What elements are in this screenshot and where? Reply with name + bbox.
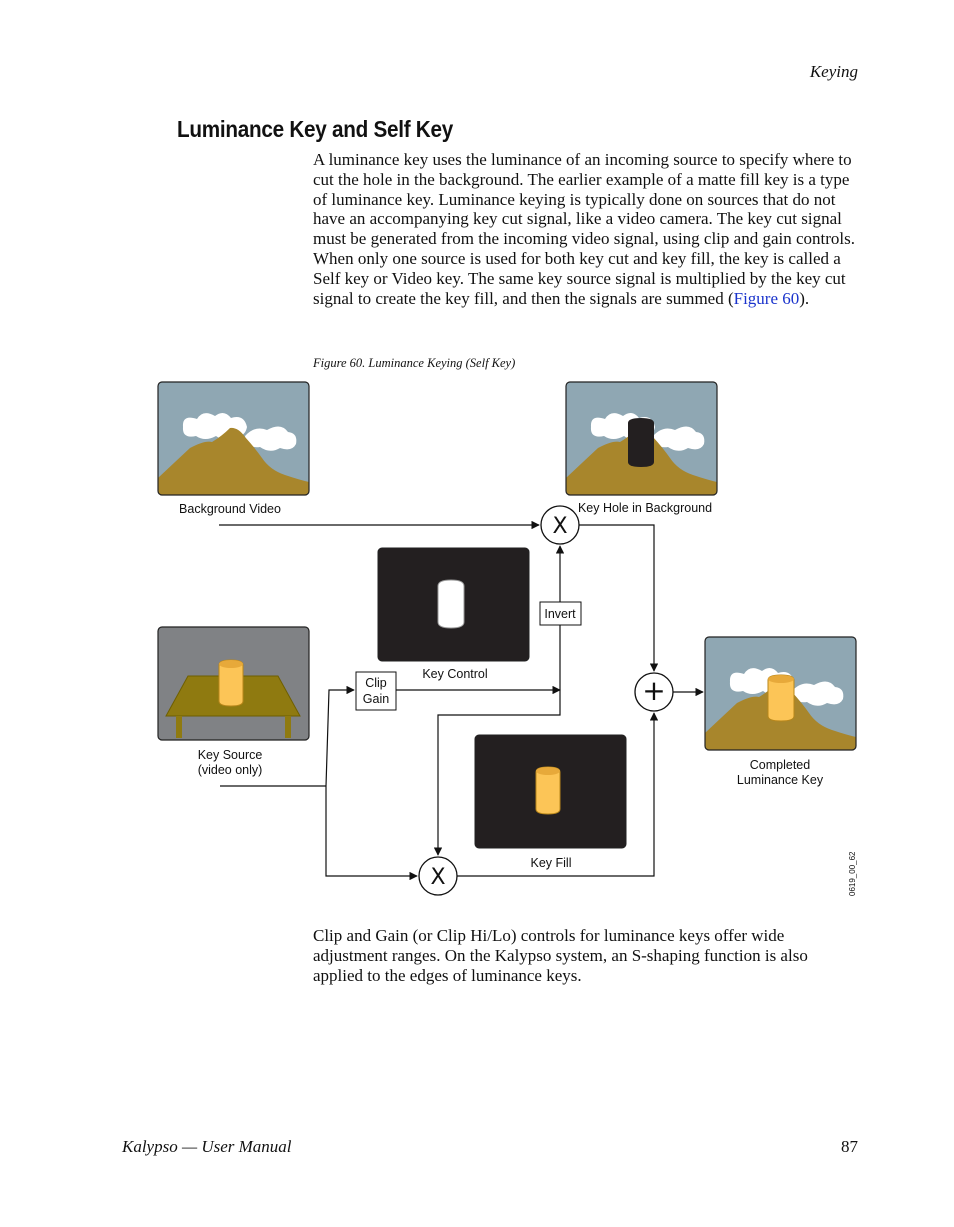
paragraph-text-end: ). <box>799 288 810 308</box>
completed-label: Completed <box>749 758 811 772</box>
figure-id: 0619_00_62 <box>848 851 857 896</box>
table-leg <box>285 716 291 738</box>
figure-caption: Figure 60. Luminance Keying (Self Key) <box>313 356 516 370</box>
sum-node <box>635 673 673 711</box>
key-control-image <box>378 548 529 661</box>
cylinder-top <box>219 660 243 668</box>
background-video-label: Background Video <box>179 502 281 516</box>
key-fill-image <box>475 735 626 848</box>
completed-key-image <box>705 637 856 750</box>
cylinder-top <box>536 767 560 775</box>
clip-label: Clip <box>365 676 387 690</box>
key-fill-label: Key Fill <box>530 856 572 870</box>
key-hole-label: Key Hole in Background <box>577 501 713 515</box>
cylinder-top <box>768 675 794 683</box>
footer-page-number: 87 <box>841 1137 858 1156</box>
paragraph-text: A luminance key uses the luminance of an incoming source to specify where to cut the hole in the background. The earlier example of a matte fill key is a type of luminance key. Luminance keying is typically done on sources that do not have an accompanying key cut signal, like a video camera. The key cut signal must be generated from the incoming video signal, using clip and gain controls. When only one source is used for both key cut and key fill, the key is called a Self key or Video key. The same key source signal is multiplied by the key cut signal to create the key fill, and then the signals are summed ( <box>313 150 855 308</box>
body-paragraph-2: Clip and Gain (or Clip Hi/Lo) controls for luminance keys offer wide adjustment ranges. On the Kalypso system, an S-shaping function is also applied to the edges of luminance keys. <box>313 926 808 985</box>
key-source-label: Key Source <box>197 748 263 762</box>
completed-sublabel: Luminance Key <box>736 773 824 787</box>
black-hole <box>628 418 654 467</box>
invert-label: Invert <box>544 607 576 621</box>
key-control-label: Key Control <box>422 667 488 681</box>
key-source-image <box>158 627 309 740</box>
key-source-sublabel: (video only) <box>197 763 263 777</box>
key-hole-image <box>566 382 717 495</box>
keysource-to-multiply-line <box>326 786 417 876</box>
multiply-symbol: X <box>430 865 446 890</box>
sum-symbol: + <box>642 674 666 707</box>
clip-gain-box <box>356 672 396 710</box>
footer-manual-title: Kalypso — User Manual <box>122 1137 292 1156</box>
background-video-image <box>158 382 309 495</box>
multiply-node-top <box>541 506 579 544</box>
running-header: Keying <box>809 62 858 81</box>
figure-link[interactable]: Figure 60 <box>733 288 800 308</box>
keyhole-to-sum-line <box>579 525 654 671</box>
gain-label: Gain <box>362 692 390 706</box>
table-leg <box>176 716 182 738</box>
multiply-symbol: X <box>552 514 568 539</box>
white-cylinder <box>438 580 464 628</box>
invert-box <box>540 602 581 625</box>
keysource-to-clipgain-line <box>326 690 354 786</box>
section-title: Luminance Key and Self Key <box>177 116 453 142</box>
multiply-node-bottom <box>419 857 457 895</box>
